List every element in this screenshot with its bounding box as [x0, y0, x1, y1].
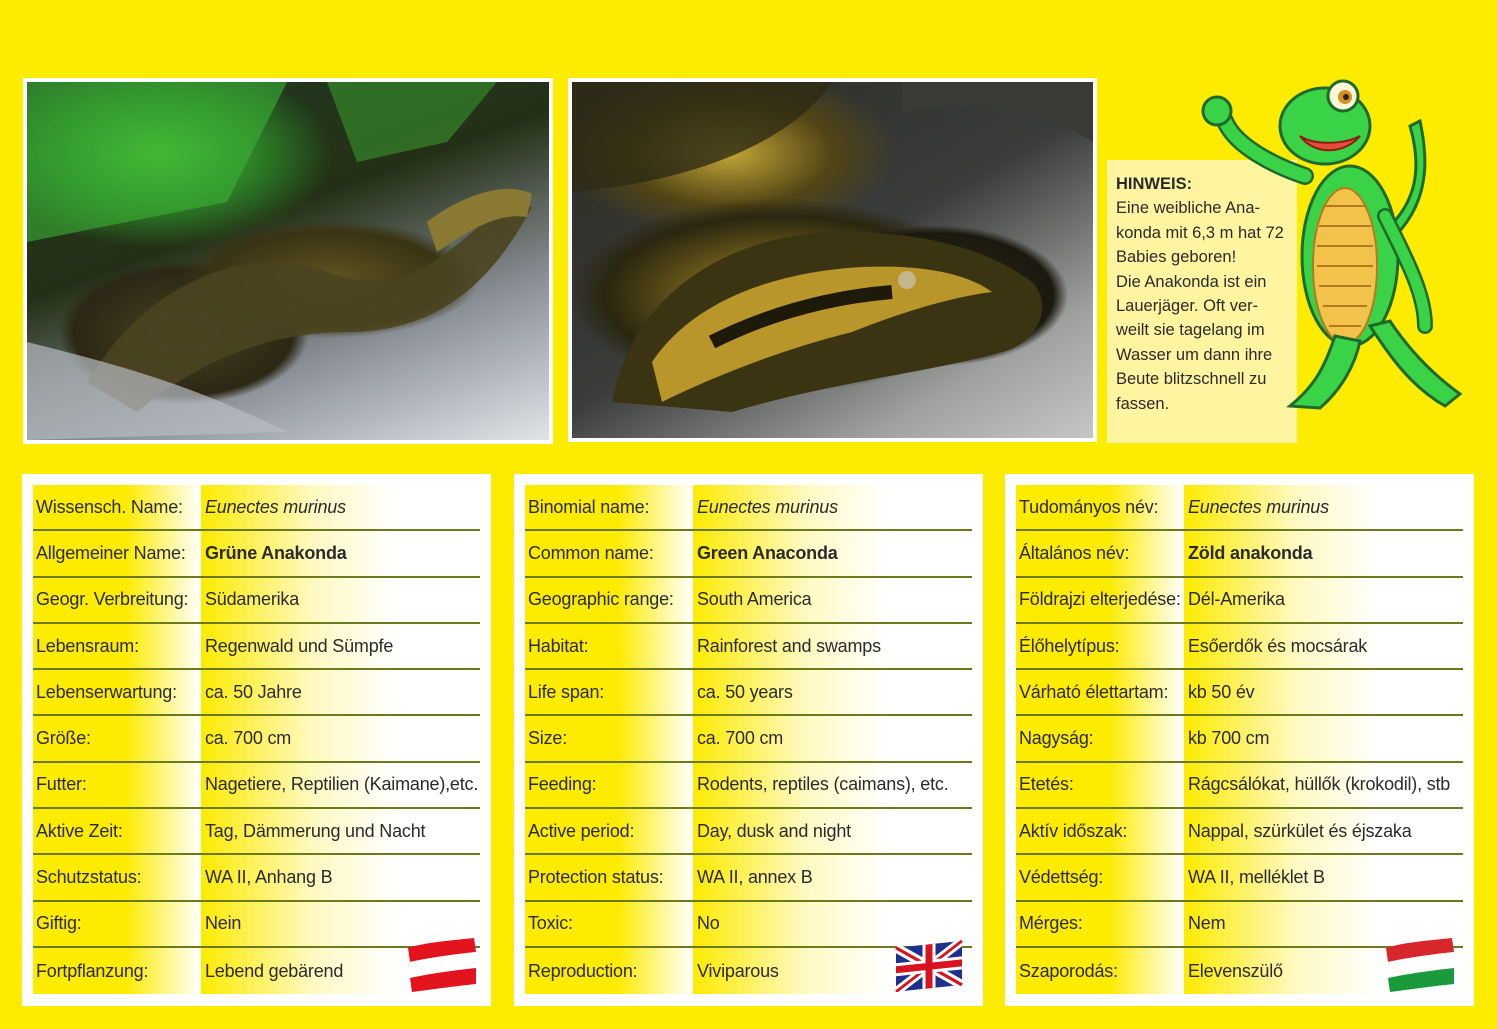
row-value: Viviparous [693, 948, 972, 994]
row-value: Eunectes murinus [1184, 485, 1463, 529]
info-card-german [22, 474, 491, 1006]
row-value: Dél-Amerika [1184, 578, 1463, 622]
row-value: Eunectes murinus [201, 485, 480, 529]
row-label: Active period: [525, 809, 693, 853]
row-label: Szaporodás: [1016, 948, 1184, 994]
row-label: Tudományos név: [1016, 485, 1184, 529]
table-row [1016, 485, 1463, 531]
row-value: kb 700 cm [1184, 716, 1463, 760]
table-row [33, 716, 480, 762]
gecko-mascot-icon [1195, 66, 1475, 426]
row-label: Lebensraum: [33, 624, 201, 668]
anaconda-head-illustration [572, 82, 1093, 438]
row-value: WA II, Anhang B [201, 855, 480, 899]
row-label: Common name: [525, 531, 693, 575]
row-label: Várható élettartam: [1016, 670, 1184, 714]
row-label: Wissensch. Name: [33, 485, 201, 529]
table-row [525, 716, 972, 762]
row-value: Rágcsálókat, hüllők (krokodil), stb [1184, 763, 1463, 807]
row-value: Eunectes murinus [693, 485, 972, 529]
row-label: Binomial name: [525, 485, 693, 529]
info-card-hungarian [1005, 474, 1474, 1006]
row-value: Lebend gebärend [201, 948, 480, 994]
table-row [525, 624, 972, 670]
row-label: Schutzstatus: [33, 855, 201, 899]
row-value: Südamerika [201, 578, 480, 622]
row-label: Giftig: [33, 902, 201, 946]
row-label: Aktív időszak: [1016, 809, 1184, 853]
info-card-english [514, 474, 983, 1006]
row-value: Nagetiere, Reptilien (Kaimane),etc. [201, 763, 480, 807]
table-row [525, 578, 972, 624]
anaconda-photo-water [23, 78, 553, 444]
table-row [1016, 624, 1463, 670]
table-row [1016, 855, 1463, 901]
anaconda-water-illustration [27, 82, 549, 440]
row-value: Nein [201, 902, 480, 946]
row-value: Zöld anakonda [1184, 531, 1463, 575]
row-value: Tag, Dämmerung und Nacht [201, 809, 480, 853]
row-label: Lebenserwartung: [33, 670, 201, 714]
table-row [33, 624, 480, 670]
row-label: Toxic: [525, 902, 693, 946]
row-label: Allgemeiner Name: [33, 531, 201, 575]
table-row [525, 809, 972, 855]
hint-title: HINWEIS: [1116, 175, 1193, 193]
row-label: Fortpflanzung: [33, 948, 201, 994]
row-value: No [693, 902, 972, 946]
row-value: Day, dusk and night [693, 809, 972, 853]
row-value: ca. 700 cm [201, 716, 480, 760]
table-row [1016, 531, 1463, 577]
row-label: Größe: [33, 716, 201, 760]
row-label: Élőhelytípus: [1016, 624, 1184, 668]
row-value: kb 50 év [1184, 670, 1463, 714]
row-value: WA II, annex B [693, 855, 972, 899]
row-label: Általános név: [1016, 531, 1184, 575]
row-value: ca. 700 cm [693, 716, 972, 760]
row-label: Etetés: [1016, 763, 1184, 807]
row-value: South America [693, 578, 972, 622]
table-row [33, 670, 480, 716]
table-row [525, 531, 972, 577]
table-row [33, 578, 480, 624]
row-value: Green Anaconda [693, 531, 972, 575]
table-row [33, 485, 480, 531]
row-value: Nem [1184, 902, 1463, 946]
table-row [525, 670, 972, 716]
row-label: Size: [525, 716, 693, 760]
row-value: Rainforest and swamps [693, 624, 972, 668]
row-label: Aktive Zeit: [33, 809, 201, 853]
table-row [1016, 716, 1463, 762]
row-label: Life span: [525, 670, 693, 714]
row-label: Habitat: [525, 624, 693, 668]
row-value: Grüne Anakonda [201, 531, 480, 575]
row-value: Elevenszülő [1184, 948, 1463, 994]
row-label: Földrajzi elterjedése: [1016, 578, 1184, 622]
table-row [1016, 578, 1463, 624]
row-label: Geogr. Verbreitung: [33, 578, 201, 622]
row-label: Geographic range: [525, 578, 693, 622]
table-row [525, 485, 972, 531]
hint-text: Eine weibliche Ana- konda mit 6,3 m hat 72 Babies geboren! Die Anakonda ist ein Lauerjäger. Oft ver- weilt sie tagelang im Wasser um dann ihre Beute blitzschnell zu fassen. [1116, 199, 1284, 413]
row-value: ca. 50 Jahre [201, 670, 480, 714]
table-row [1016, 809, 1463, 855]
info-table-german [33, 485, 480, 996]
row-value: WA II, melléklet B [1184, 855, 1463, 899]
anaconda-photo-head [568, 78, 1097, 442]
austria-flag-icon [406, 936, 478, 992]
table-row [1016, 763, 1463, 809]
row-label: Nagyság: [1016, 716, 1184, 760]
info-table-english [525, 485, 972, 996]
table-row [1016, 670, 1463, 716]
uk-flag-icon [894, 938, 966, 992]
row-label: Feeding: [525, 763, 693, 807]
row-label: Protection status: [525, 855, 693, 899]
row-label: Reproduction: [525, 948, 693, 994]
row-value: Nappal, szürkület és éjszaka [1184, 809, 1463, 853]
row-value: Regenwald und Sümpfe [201, 624, 480, 668]
table-row [525, 763, 972, 809]
table-row [33, 763, 480, 809]
row-value: Rodents, reptiles (caimans), etc. [693, 763, 972, 807]
row-label: Futter: [33, 763, 201, 807]
row-value: Esőerdők és mocsárak [1184, 624, 1463, 668]
table-row [33, 855, 480, 901]
row-label: Mérges: [1016, 902, 1184, 946]
table-row [525, 855, 972, 901]
table-row [33, 531, 480, 577]
table-row [33, 809, 480, 855]
row-label: Védettség: [1016, 855, 1184, 899]
info-table-hungarian [1016, 485, 1463, 996]
hungary-flag-icon [1384, 936, 1456, 992]
row-value: ca. 50 years [693, 670, 972, 714]
